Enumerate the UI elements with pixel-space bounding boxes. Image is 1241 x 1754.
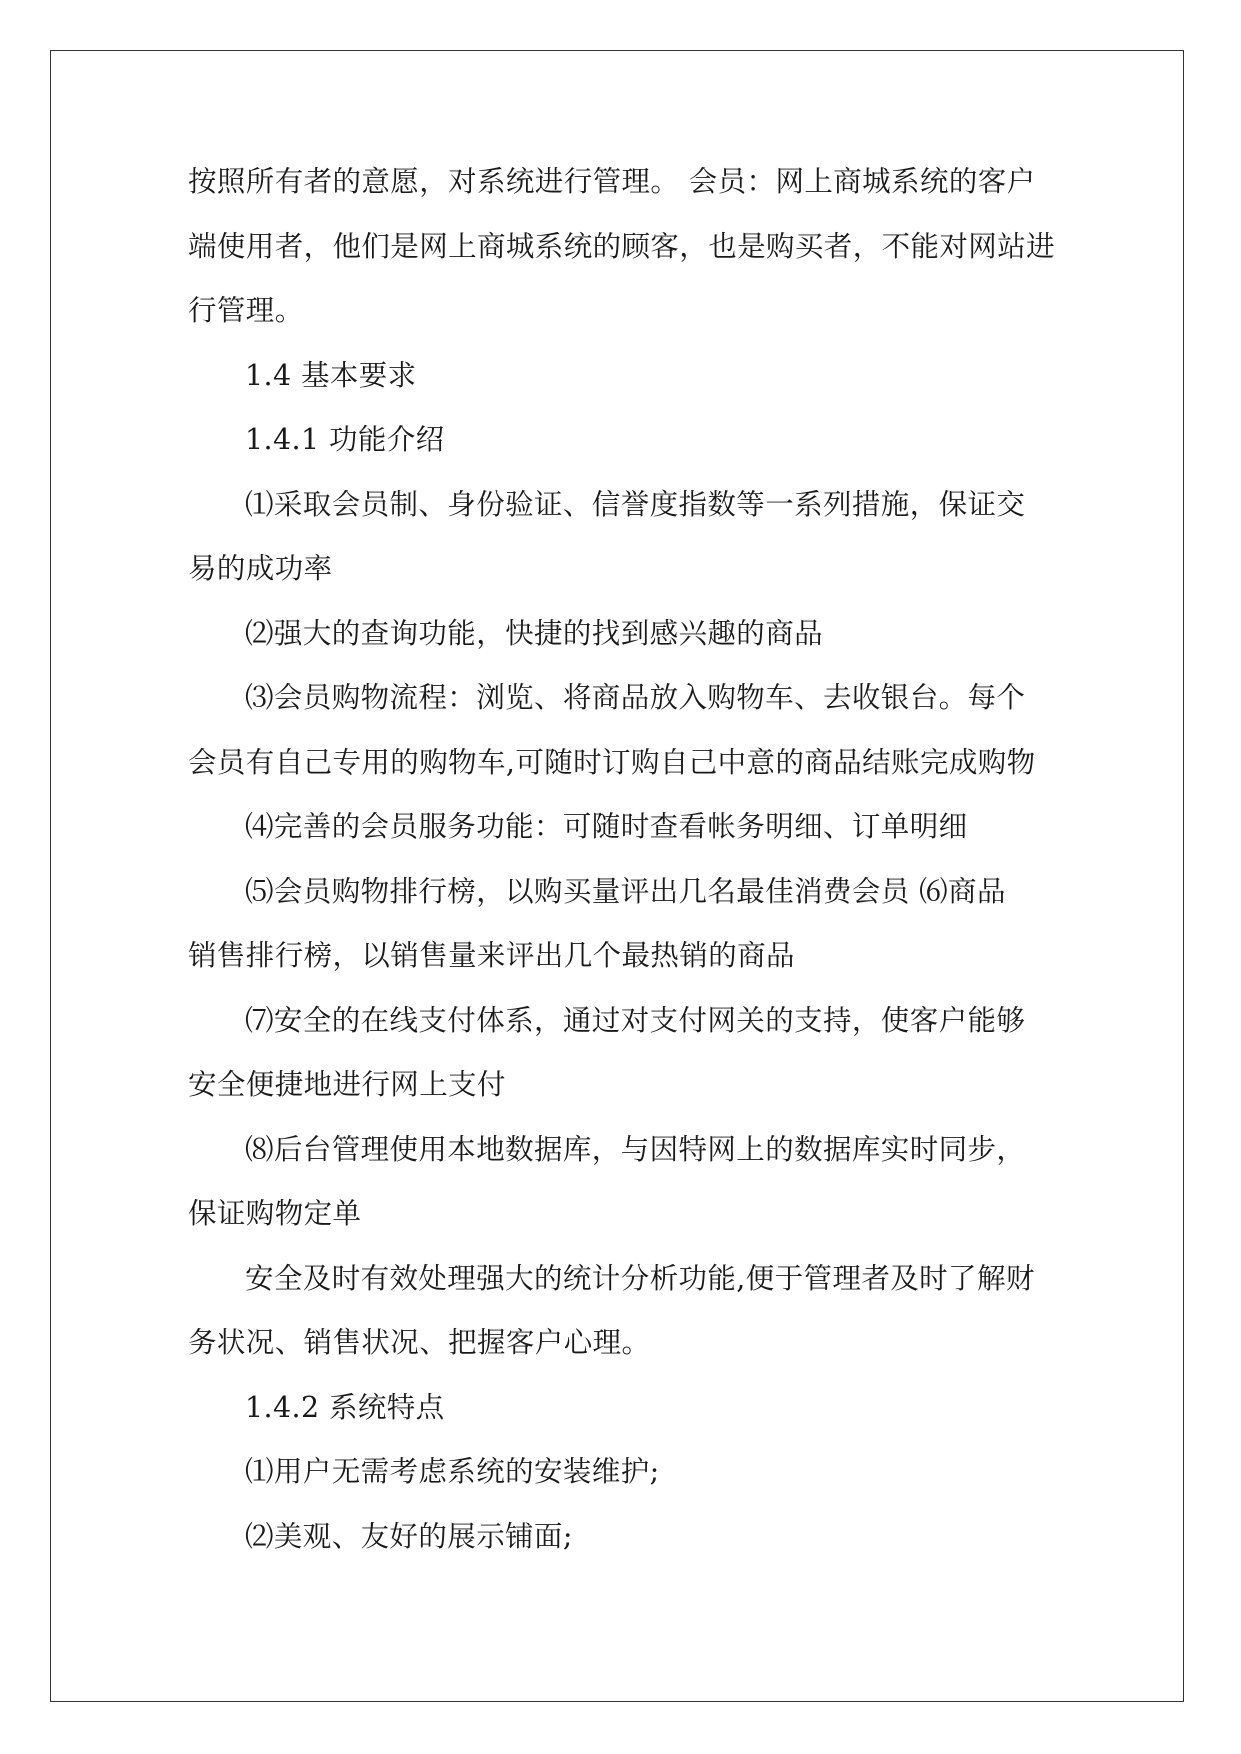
- list-item-7: [188, 989, 1050, 1118]
- text-line: 会员有自己专用的购物车,可随时订购自己中意的商品结账完成购物: [188, 745, 1036, 779]
- list-item-5-6: [188, 860, 1050, 989]
- text-line: 安全便捷地进行网上支付: [188, 1068, 506, 1101]
- text-line: ⑸会员购物排行榜，以购买量评出几名最佳消费会员 ⑹商品: [245, 874, 1006, 908]
- heading-text: 1.4 基本要求: [245, 358, 417, 392]
- section-heading-1-4: [188, 344, 1050, 409]
- text-line: 端使用者，他们是网上商城系统的顾客，也是购买者，不能对网站进: [188, 229, 1056, 263]
- text-line: ⑵美观、友好的展示铺面;: [245, 1519, 573, 1553]
- list-item-4: [188, 795, 1050, 860]
- list-item-3: [188, 666, 1050, 795]
- document-body: [188, 150, 1056, 1569]
- heading-text: 1.4.1 功能介绍: [245, 423, 445, 456]
- text-line: ⑷完善的会员服务功能：可随时查看帐务明细、订单明细: [245, 810, 968, 843]
- text-line: 务状况、销售状况、把握客户心理。: [188, 1326, 651, 1359]
- text-line: ⑺安全的在线支付体系，通过对支付网关的支持，使客户能够: [245, 1003, 1026, 1037]
- list-item-2: [188, 602, 1050, 667]
- text-line: 销售排行榜，以销售量来评出几个最热销的商品: [188, 939, 795, 972]
- text-line: ⑵强大的查询功能，快捷的找到感兴趣的商品: [245, 616, 824, 650]
- text-line: ⑶会员购物流程：浏览、将商品放入购物车、去收银台。每个: [245, 681, 1026, 714]
- text-line: 安全及时有效处理强大的统计分析功能,便于管理者及时了解财: [245, 1261, 1035, 1295]
- text-line: ⑻后台管理使用本地数据库，与因特网上的数据库实时同步，: [245, 1132, 1026, 1166]
- text-line: 保证购物定单: [188, 1197, 362, 1230]
- text-line: 易的成功率: [188, 552, 333, 585]
- paragraph-statistics: [188, 1247, 1050, 1376]
- list-item-8: [188, 1118, 1050, 1247]
- feature-item-1: [188, 1440, 1050, 1505]
- feature-item-2: [188, 1505, 1050, 1570]
- section-heading-1-4-2: [188, 1376, 1050, 1441]
- paragraph-intro: [188, 150, 1056, 344]
- text-line: ⑴用户无需考虑系统的安装维护;: [245, 1455, 660, 1488]
- section-heading-1-4-1: [188, 408, 1050, 473]
- text-line: ⑴采取会员制、身份验证、信誉度指数等一系列措施，保证交: [245, 487, 1026, 521]
- text-line: 按照所有者的意愿，对系统进行管理。 会员：网上商城系统的客户: [188, 165, 1036, 198]
- heading-text: 1.4.2 系统特点: [245, 1390, 445, 1424]
- text-line: 行管理。: [188, 294, 304, 327]
- list-item-1: [188, 473, 1050, 602]
